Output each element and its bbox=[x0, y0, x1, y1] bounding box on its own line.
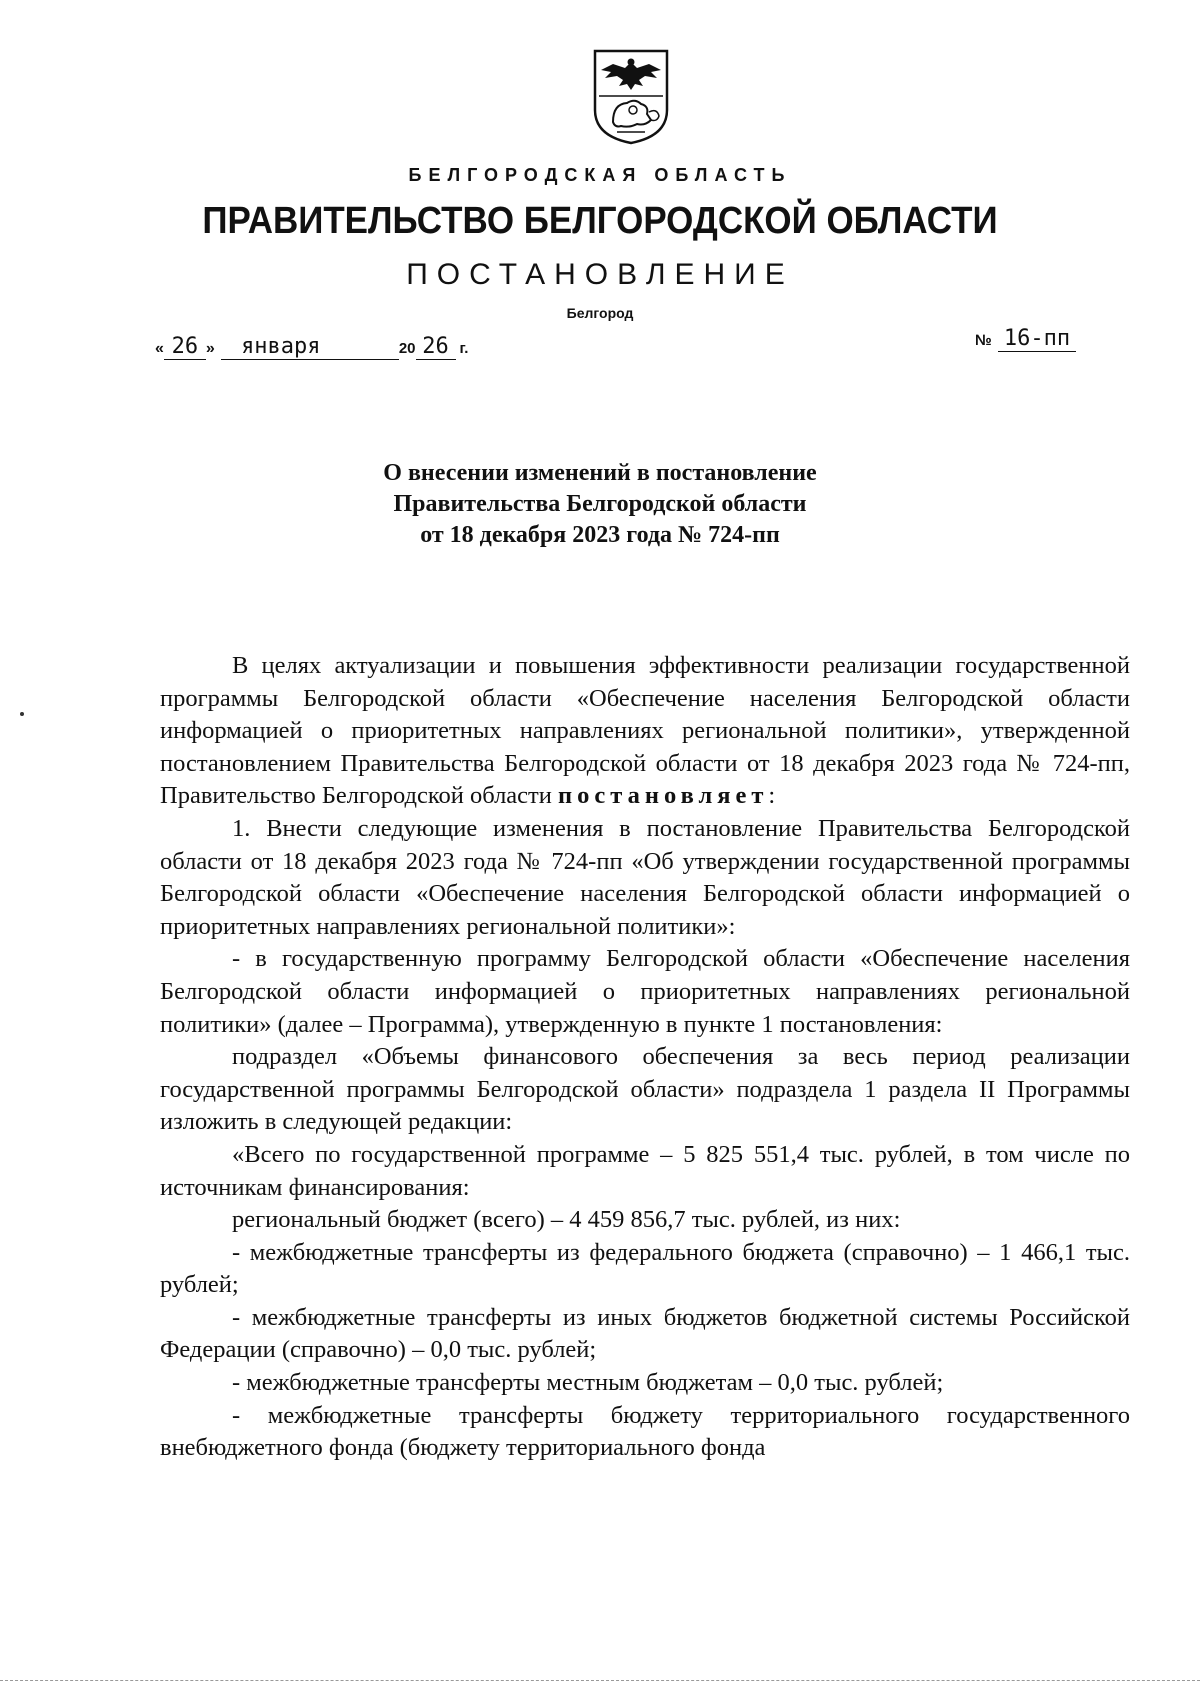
preamble-text: В целях актуализации и повышения эффективности реализации государственной программы Белгородской области «Обеспечение населения Белгородской области информацией о приоритетных направлениях региональной политики», утвержденной постановлением Правительства Белгородской области от 18 декабря 2023 года № 724-пп, Правительство Белгородской области bbox=[160, 652, 1130, 810]
paragraph-fund-transfers: - межбюджетные трансферты бюджету территориального государственного внебюджетного фонда (бюджету территориального фонда bbox=[160, 1401, 1130, 1462]
title-line-1: О внесении изменений в постановление bbox=[383, 460, 817, 486]
paragraph-subsection: подраздел «Объемы финансового обеспечения за весь период реализации государственной программы Белгородской области» подраздела 1 раздела II Программы изложить в следующей редакции: bbox=[160, 1043, 1130, 1136]
document-title bbox=[0, 458, 1200, 551]
paragraph-total: «Всего по государственной программе – 5 825 551,4 тыс. рублей, в том числе по источникам финансирования: bbox=[160, 1140, 1130, 1201]
document-number bbox=[975, 325, 1076, 351]
document-type: ПОСТАНОВЛЕНИЕ bbox=[406, 258, 794, 291]
city-name: Белгород bbox=[566, 305, 634, 321]
paragraph-federal-transfers: - межбюджетные трансферты из федерального бюджета (справочно) – 1 466,1 тыс. рублей; bbox=[160, 1238, 1130, 1299]
date-day: 26 bbox=[164, 334, 206, 360]
scan-edge-line bbox=[0, 1680, 1200, 1681]
paragraph-program-change: - в государственную программу Белгородской области «Обеспечение населения Белгородской области информацией о приоритетных направлениях региональной политики» (далее – Программа), утвержденную в пункте 1 постановления: bbox=[160, 945, 1130, 1038]
date-year-unit: г. bbox=[459, 340, 469, 357]
document-date bbox=[155, 333, 468, 360]
paragraph-preamble bbox=[160, 650, 1130, 813]
region-name: БЕЛГОРОДСКАЯ ОБЛАСТЬ bbox=[408, 165, 792, 185]
number-value: 16-пп bbox=[998, 326, 1076, 352]
date-year-prefix: 20 bbox=[398, 340, 416, 357]
date-open-quote: « bbox=[155, 340, 164, 357]
date-blank-line bbox=[341, 333, 399, 360]
coat-of-arms-emblem bbox=[591, 48, 671, 145]
title-line-2: Правительства Белгородской области bbox=[393, 491, 807, 517]
date-month: января bbox=[221, 334, 341, 360]
paragraph-item-1: 1. Внести следующие изменения в постановление Правительства Белгородской области от 18 декабря 2023 года № 724-пп «Об утверждении государственной программы Белгородской области «Обеспечение населения Белгородской области информацией о приоритетных направлениях региональной политики»: bbox=[160, 814, 1130, 940]
government-name: ПРАВИТЕЛЬСТВО БЕЛГОРОДСКОЙ ОБЛАСТИ bbox=[202, 200, 998, 242]
title-line-3: от 18 декабря 2023 года № 724-пп bbox=[420, 522, 780, 548]
number-sign: № bbox=[975, 332, 992, 349]
resolves-word: постановляет bbox=[558, 782, 769, 810]
paragraph-regional-budget: региональный бюджет (всего) – 4 459 856,7 тыс. рублей, из них: bbox=[232, 1206, 901, 1234]
date-year-suffix: 26 bbox=[416, 334, 456, 360]
date-close-quote: » bbox=[205, 340, 215, 357]
belgorod-coat-of-arms-icon bbox=[591, 48, 671, 145]
document-body bbox=[160, 650, 1130, 1465]
paragraph-other-transfers: - межбюджетные трансферты из иных бюджетов бюджетной системы Российской Федерации (справочно) – 0,0 тыс. рублей; bbox=[160, 1303, 1130, 1364]
paragraph-local-transfers: - межбюджетные трансферты местным бюджетам – 0,0 тыс. рублей; bbox=[232, 1369, 944, 1397]
preamble-end: : bbox=[768, 782, 776, 810]
scan-speck bbox=[20, 712, 24, 716]
